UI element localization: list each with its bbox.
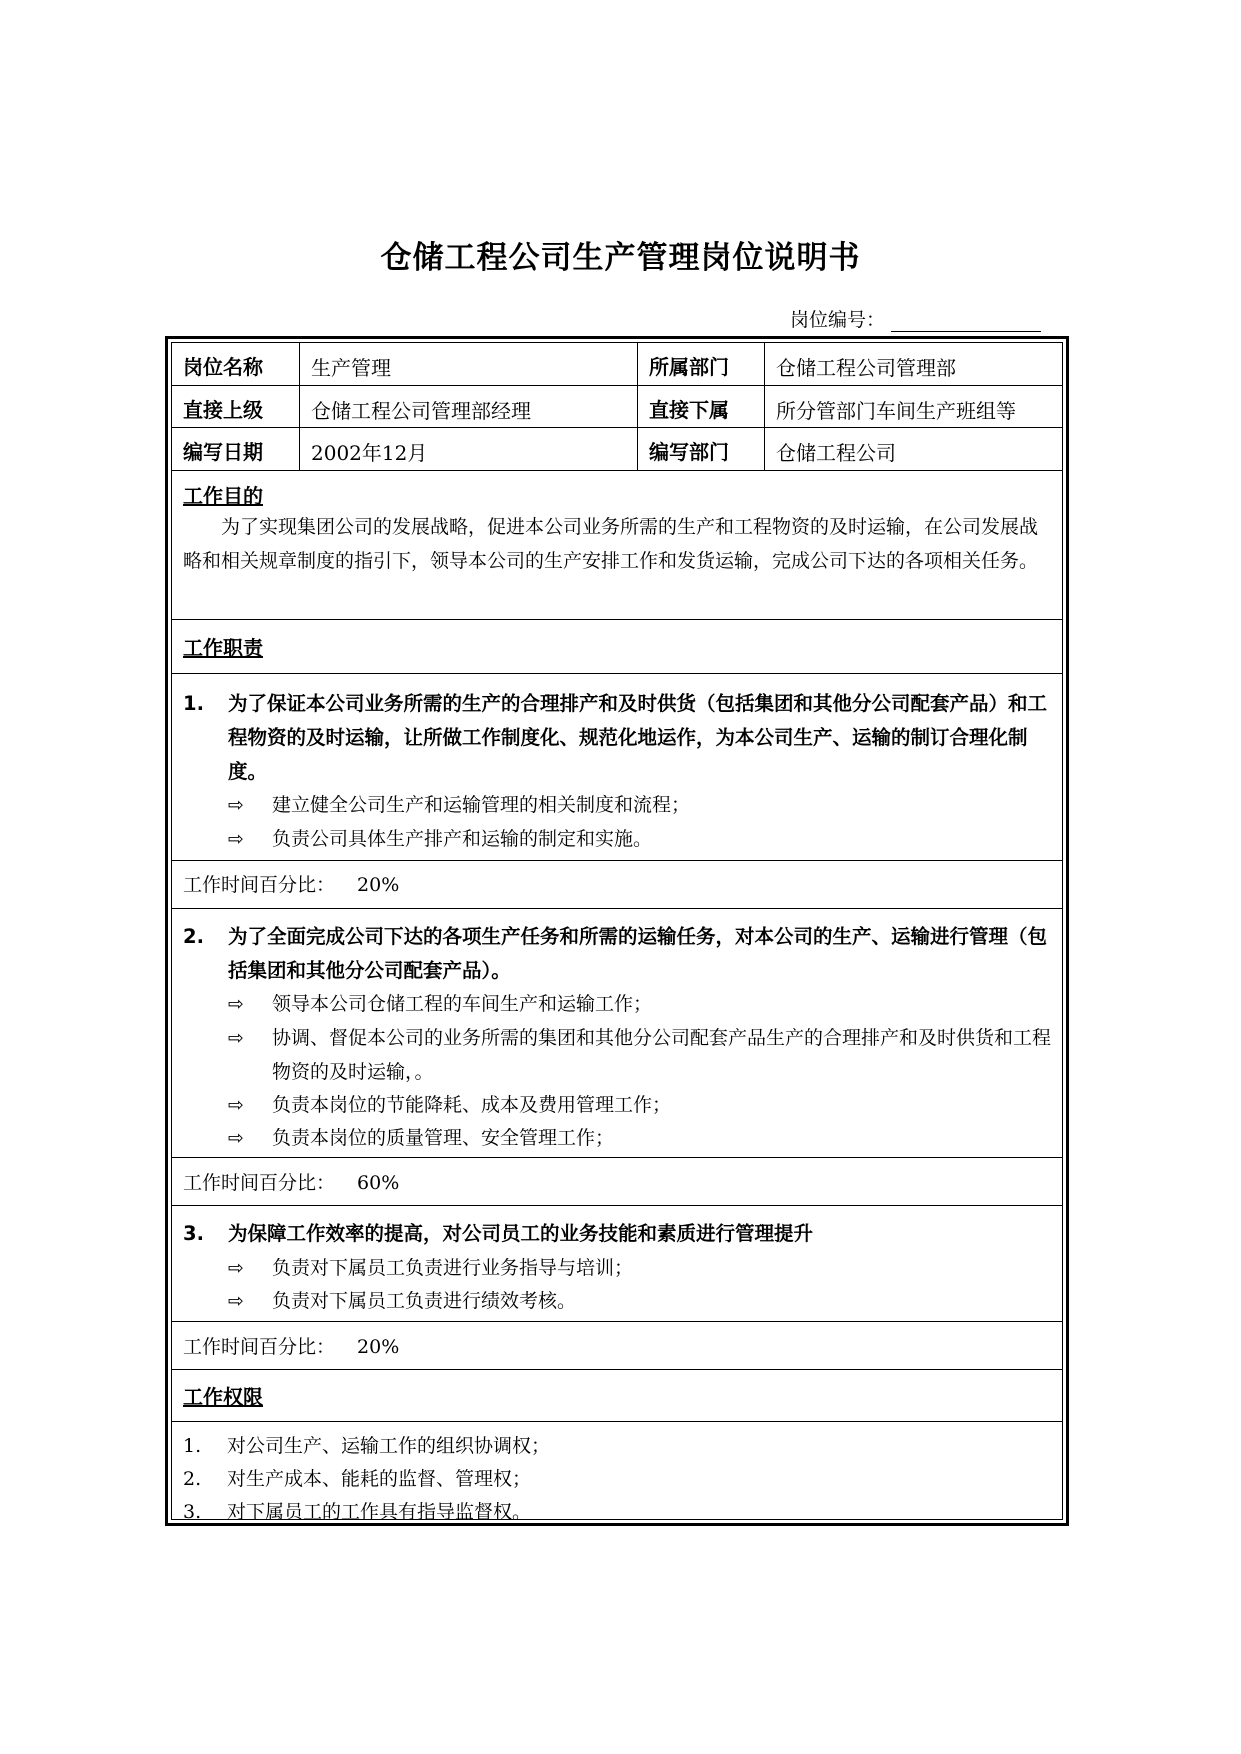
row-divider: [172, 908, 1062, 909]
arrow-icon: ⇨: [228, 993, 244, 1015]
written-date-value: 2002年12月: [311, 441, 428, 465]
post-number-blank: [891, 313, 1041, 332]
written-date-label: 编写日期: [183, 440, 263, 464]
row-divider: [172, 427, 1062, 428]
arrow-icon: ⇨: [228, 1027, 244, 1049]
time-percentage-value: 20%: [357, 1336, 400, 1358]
authority-item: [183, 1497, 531, 1524]
time-percentage-label: 工作时间百分比：: [183, 874, 336, 896]
bullet-text: 领导本公司仓储工程的车间生产和运输工作；: [272, 993, 653, 1015]
post-number-label: 岗位编号：: [790, 309, 886, 331]
authority-number: 3.: [183, 1501, 202, 1523]
duty-item: [183, 920, 1063, 988]
bullet-text: 负责对下属员工负责进行绩效考核。: [272, 1290, 577, 1312]
bullet-text: 协调、督促本公司的业务所需的集团和其他分公司配套产品生产的合理排产和及时供货和工程物资的及时运输，。: [272, 1027, 1052, 1083]
authority-number: 2.: [183, 1468, 202, 1490]
authority-item: [183, 1464, 531, 1491]
bullet-text: 建立健全公司生产和运输管理的相关制度和流程；: [272, 794, 691, 816]
row-divider: [172, 470, 1062, 471]
duty-number: 2.: [183, 925, 204, 948]
post-number-field: [790, 305, 1041, 332]
authority-text: 对公司生产、运输工作的组织协调权；: [227, 1435, 551, 1457]
duty-item: [183, 1217, 1063, 1251]
duty-title: 为了保证本公司业务所需的生产的合理排产和及时供货（包括集团和其他分公司配套产品）和工程物资的及时运输，让所做工作制度化、规范化地运作，为本公司生产、运输的制订合理化制度。: [228, 692, 1048, 783]
time-percentage-label: 工作时间百分比：: [183, 1336, 336, 1358]
row-divider: [172, 1157, 1062, 1158]
arrow-icon: ⇨: [228, 794, 244, 816]
table-inner-border: [171, 342, 1063, 1523]
bullet-text: 负责本岗位的节能降耗、成本及费用管理工作；: [272, 1094, 672, 1116]
direct-subordinate-value: 所分管部门车间生产班组等: [776, 399, 1016, 423]
department-label: 所属部门: [649, 355, 729, 379]
row-divider: [172, 1321, 1062, 1322]
column-divider: [637, 343, 638, 470]
row-divider: [172, 1421, 1062, 1422]
purpose-text: 为了实现集团公司的发展战略，促进本公司业务所需的生产和工程物资的及时运输，在公司发展战略和相关规章制度的指引下，领导本公司的生产安排工作和发货运输，完成公司下达的各项相关任务。: [183, 516, 1039, 572]
time-percentage-label: 工作时间百分比：: [183, 1172, 336, 1194]
authority-text: 对下属员工的工作具有指导监督权。: [227, 1501, 532, 1523]
duty-number: 1.: [183, 692, 204, 715]
column-divider: [764, 343, 765, 470]
row-divider: [172, 860, 1062, 861]
duties-heading: 工作职责: [183, 636, 263, 660]
direct-superior-value: 仓储工程公司管理部经理: [311, 399, 531, 423]
bullet-text: 负责公司具体生产排产和运输的制定和实施。: [272, 828, 653, 850]
authority-text: 对生产成本、能耗的监督、管理权；: [227, 1468, 532, 1490]
row-divider: [172, 1205, 1062, 1206]
written-department-label: 编写部门: [649, 440, 729, 464]
arrow-icon: ⇨: [228, 828, 244, 850]
row-divider: [172, 1369, 1062, 1370]
time-percentage-value: 60%: [357, 1172, 400, 1194]
arrow-icon: ⇨: [228, 1127, 244, 1149]
time-percentage: [183, 1168, 399, 1195]
post-name-label: 岗位名称: [183, 355, 263, 379]
purpose-heading: 工作目的: [183, 484, 263, 508]
duty-title: 为保障工作效率的提高，对公司员工的业务技能和素质进行管理提升: [228, 1222, 814, 1245]
column-divider: [299, 343, 300, 470]
duty-item: [183, 687, 1063, 789]
job-description-table: [165, 336, 1069, 1526]
department-value: 仓储工程公司管理部: [776, 356, 956, 380]
arrow-icon: ⇨: [228, 1257, 244, 1279]
authority-item: [183, 1431, 550, 1458]
row-divider: [172, 673, 1062, 674]
arrow-icon: ⇨: [228, 1290, 244, 1312]
row-divider: [172, 385, 1062, 386]
direct-subordinate-label: 直接下属: [649, 398, 729, 422]
arrow-icon: ⇨: [228, 1094, 244, 1116]
direct-superior-label: 直接上级: [183, 398, 263, 422]
row-divider: [172, 619, 1062, 620]
document-title: 仓储工程公司生产管理岗位说明书: [380, 240, 861, 276]
time-percentage-value: 20%: [357, 874, 400, 896]
authority-heading: 工作权限: [183, 1385, 263, 1409]
bullet-text: 负责对下属员工负责进行业务指导与培训；: [272, 1257, 634, 1279]
duty-number: 3.: [183, 1222, 204, 1245]
authority-number: 1.: [183, 1435, 202, 1457]
post-name-value: 生产管理: [311, 356, 391, 380]
time-percentage: [183, 1332, 399, 1359]
duty-title: 为了全面完成公司下达的各项生产任务和所需的运输任务，对本公司的生产、运输进行管理（包括集团和其他分公司配套产品）。: [228, 925, 1048, 982]
bullet-text: 负责本岗位的质量管理、安全管理工作；: [272, 1127, 615, 1149]
written-department-value: 仓储工程公司: [776, 441, 896, 465]
time-percentage: [183, 870, 399, 897]
